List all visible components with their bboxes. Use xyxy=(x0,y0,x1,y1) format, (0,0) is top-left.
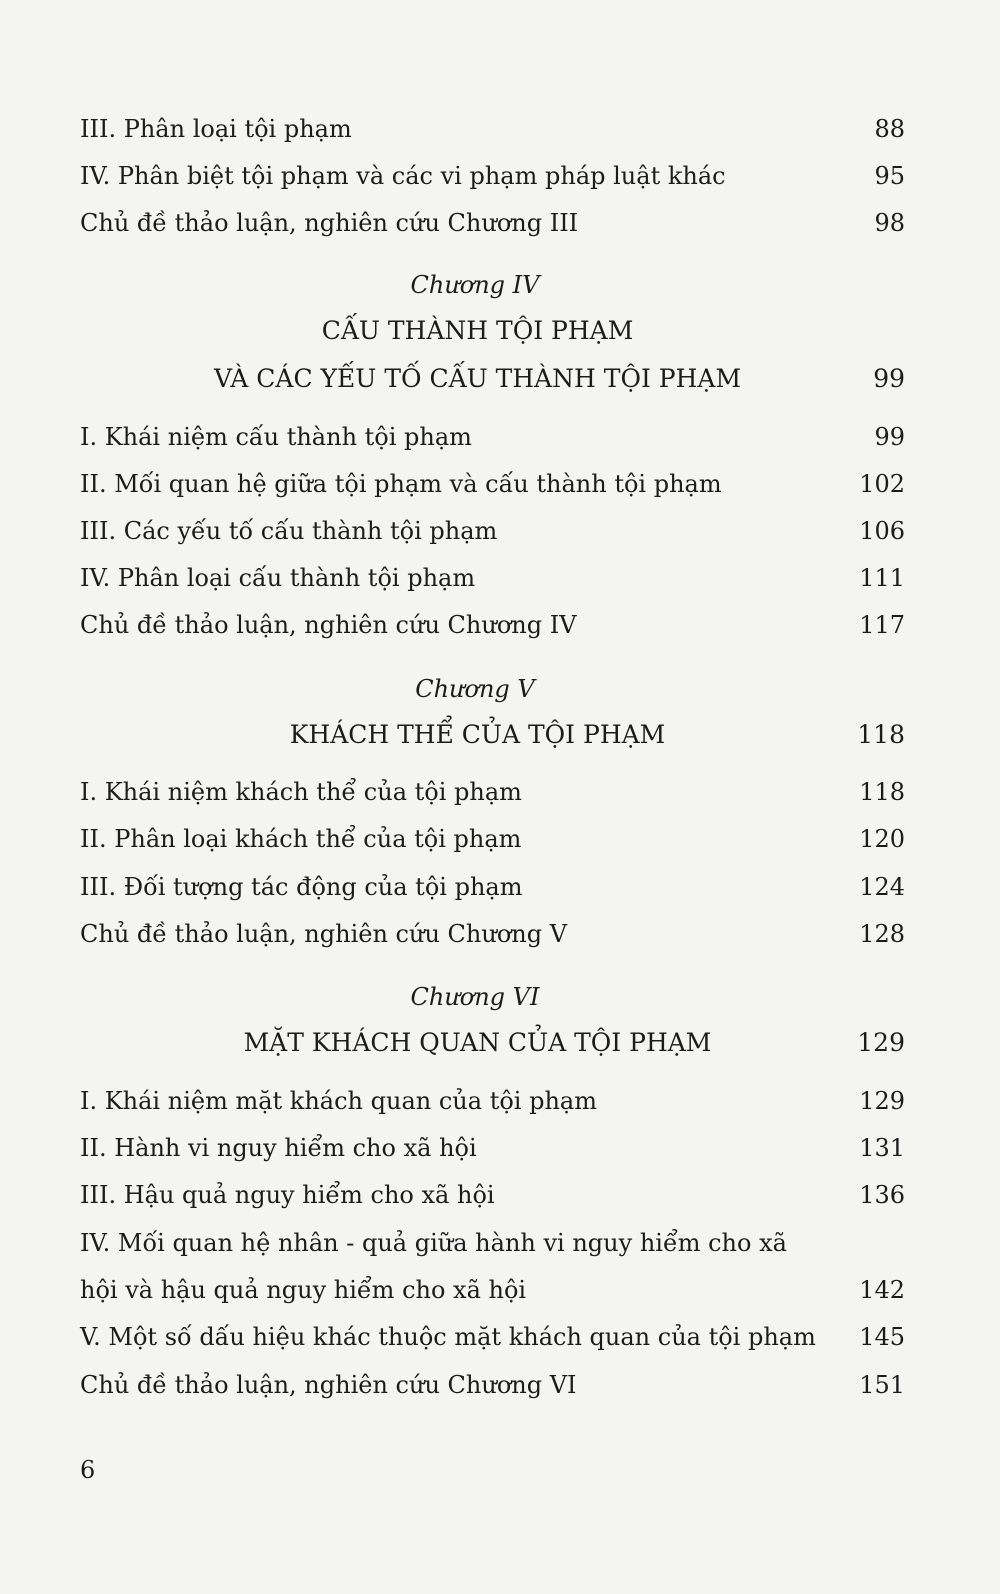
entry-title: II. Hành vi nguy hiểm cho xã hội xyxy=(80,1134,477,1162)
entry-page: 99 xyxy=(874,423,905,451)
entry-page: 102 xyxy=(859,470,905,498)
entry-page: 136 xyxy=(859,1181,905,1209)
chapter-label: Chương V xyxy=(415,675,535,703)
chapter-page: 99 xyxy=(873,364,905,393)
entry-title: Chủ đề thảo luận, nghiên cứu Chương IV xyxy=(80,611,577,639)
entry-page: 88 xyxy=(874,115,905,143)
chapter-page: 129 xyxy=(857,1028,905,1057)
chapter-title-line: VÀ CÁC YẾU TỐ CẤU THÀNH TỘI PHẠM xyxy=(213,364,742,393)
entry-title: III. Phân loại tội phạm xyxy=(80,115,352,143)
entry-page: 106 xyxy=(859,517,905,545)
chapter-label: Chương VI xyxy=(410,983,540,1011)
entry-page: 142 xyxy=(859,1276,905,1304)
entry-title: I. Khái niệm khách thể của tội phạm xyxy=(80,778,522,806)
entry-title: I. Khái niệm cấu thành tội phạm xyxy=(80,423,472,451)
entry-title: IV. Mối quan hệ nhân - quả giữa hành vi nguy hiểm cho xã xyxy=(80,1229,787,1257)
entry-title: hội và hậu quả nguy hiểm cho xã hội xyxy=(80,1276,527,1304)
entry-title: V. Một số dấu hiệu khác thuộc mặt khách quan của tội phạm xyxy=(80,1323,816,1351)
entry-title: Chủ đề thảo luận, nghiên cứu Chương VI xyxy=(80,1371,577,1399)
chapter-page: 118 xyxy=(857,720,905,749)
entry-page: 98 xyxy=(874,209,905,237)
chapter-label: Chương IV xyxy=(410,271,540,299)
chapter-title-line: CẤU THÀNH TỘI PHẠM xyxy=(321,316,634,345)
entry-page: 129 xyxy=(859,1087,905,1115)
entry-title: IV. Phân loại cấu thành tội phạm xyxy=(80,564,476,592)
entry-page: 151 xyxy=(859,1371,905,1399)
footer-page-number: 6 xyxy=(80,1456,96,1484)
entry-page: 131 xyxy=(859,1134,905,1162)
entry-page: 120 xyxy=(859,825,905,853)
entry-page: 128 xyxy=(859,920,905,948)
entry-page: 95 xyxy=(874,162,905,190)
entry-title: II. Mối quan hệ giữa tội phạm và cấu thành tội phạm xyxy=(80,470,722,498)
entry-title: IV. Phân biệt tội phạm và các vi phạm pháp luật khác xyxy=(80,162,726,190)
chapter-title-line: KHÁCH THỂ CỦA TỘI PHẠM xyxy=(289,720,666,749)
entry-title: I. Khái niệm mặt khách quan của tội phạm xyxy=(80,1087,597,1115)
entry-page: 117 xyxy=(859,611,905,639)
entry-title: III. Các yếu tố cấu thành tội phạm xyxy=(80,517,498,545)
chapter-title-line: MẶT KHÁCH QUAN CỦA TỘI PHẠM xyxy=(243,1028,712,1057)
entry-page: 111 xyxy=(859,564,905,592)
entry-title: II. Phân loại khách thể của tội phạm xyxy=(80,825,522,853)
entry-title: III. Hậu quả nguy hiểm cho xã hội xyxy=(80,1181,495,1209)
entry-page: 145 xyxy=(859,1323,905,1351)
entry-page: 124 xyxy=(859,873,905,901)
entry-title: Chủ đề thảo luận, nghiên cứu Chương V xyxy=(80,920,568,948)
entry-page: 118 xyxy=(859,778,905,806)
entry-title: Chủ đề thảo luận, nghiên cứu Chương III xyxy=(80,209,579,237)
entry-title: III. Đối tượng tác động của tội phạm xyxy=(80,873,523,901)
